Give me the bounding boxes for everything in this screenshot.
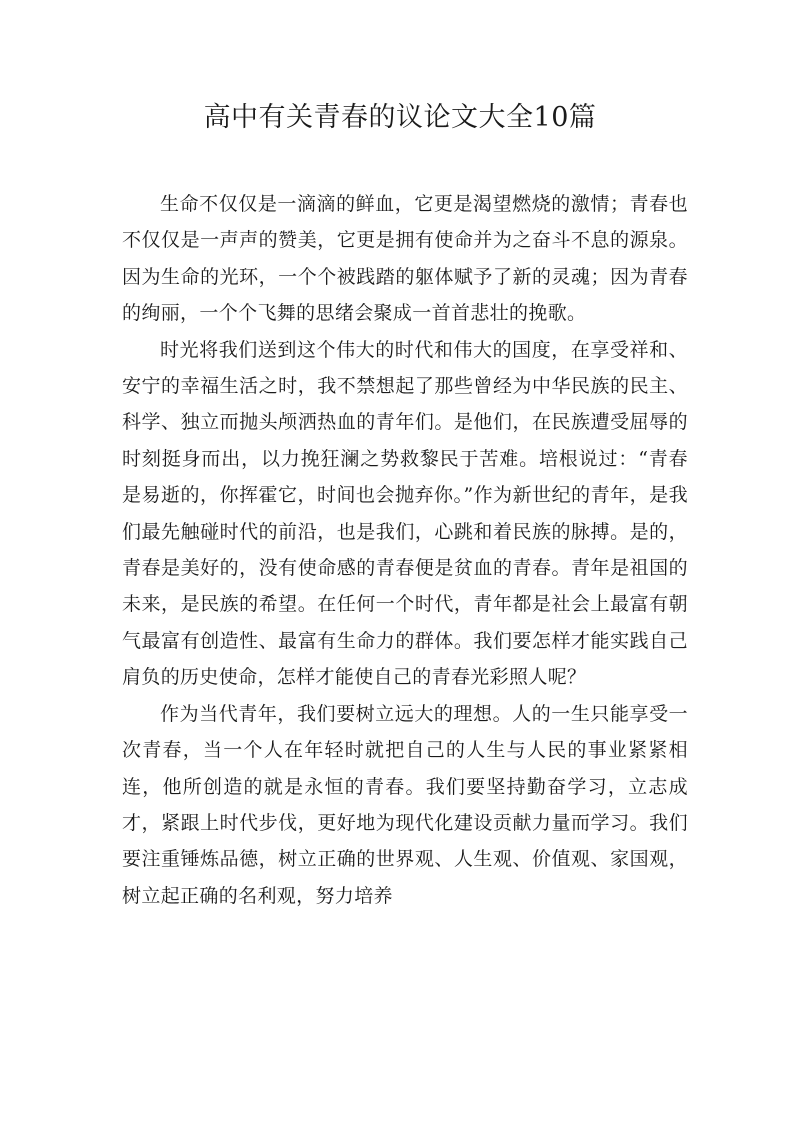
document-body [122,186,688,914]
paragraph-3: 作为当代青年，我们要树立远大的理想。人的一生只能享受一次青春，当一个人在年轻时就把自己的人生与人民的事业紧紧相连，他所创造的就是永恒的青春。我们要坚持勤奋学习，立志成才，紧跟上时代步伐，更好地为现代化建设贡献力量而学习。我们要注重锤炼品德，树立正确的世界观、人生观、价值观、家国观，树立起正确的名利观，努力培养 [122,702,688,907]
paragraph-1: 生命不仅仅是一滴滴的鲜血，它更是渴望燃烧的激情；青春也不仅仅是一声声的赞美，它更是拥有使命并为之奋斗不息的源泉。因为生命的光环，一个个被践踏的躯体赋予了新的灵魂；因为青春的绚丽，一个个飞舞的思绪会聚成一首首悲壮的挽歌。 [122,193,688,325]
document-title: 高中有关青春的议论文大全10篇 [203,102,597,133]
paragraph-2: 时光将我们送到这个伟大的时代和伟大的国度，在享受祥和、安宁的幸福生活之时，我不禁想起了那些曾经为中华民族的民主、科学、独立而抛头颅洒热血的青年们。是他们，在民族遭受屈辱的时刻挺身而出，以力挽狂澜之势救黎民于苦难。培根说过：“青春是易逝的，你挥霍它，时间也会抛弃你。”作为新世纪的青年，是我们最先触碰时代的前沿，也是我们，心跳和着民族的脉搏。是的，青春是美好的，没有使命感的青春便是贫血的青春。青年是祖国的未来，是民族的希望。在任何一个时代，青年都是社会上最富有朝气最富有创造性、最富有生命力的群体。我们要怎样才能实践自己肩负的历史使命，怎样才能使自己的青春光彩照人呢？ [122,338,688,689]
